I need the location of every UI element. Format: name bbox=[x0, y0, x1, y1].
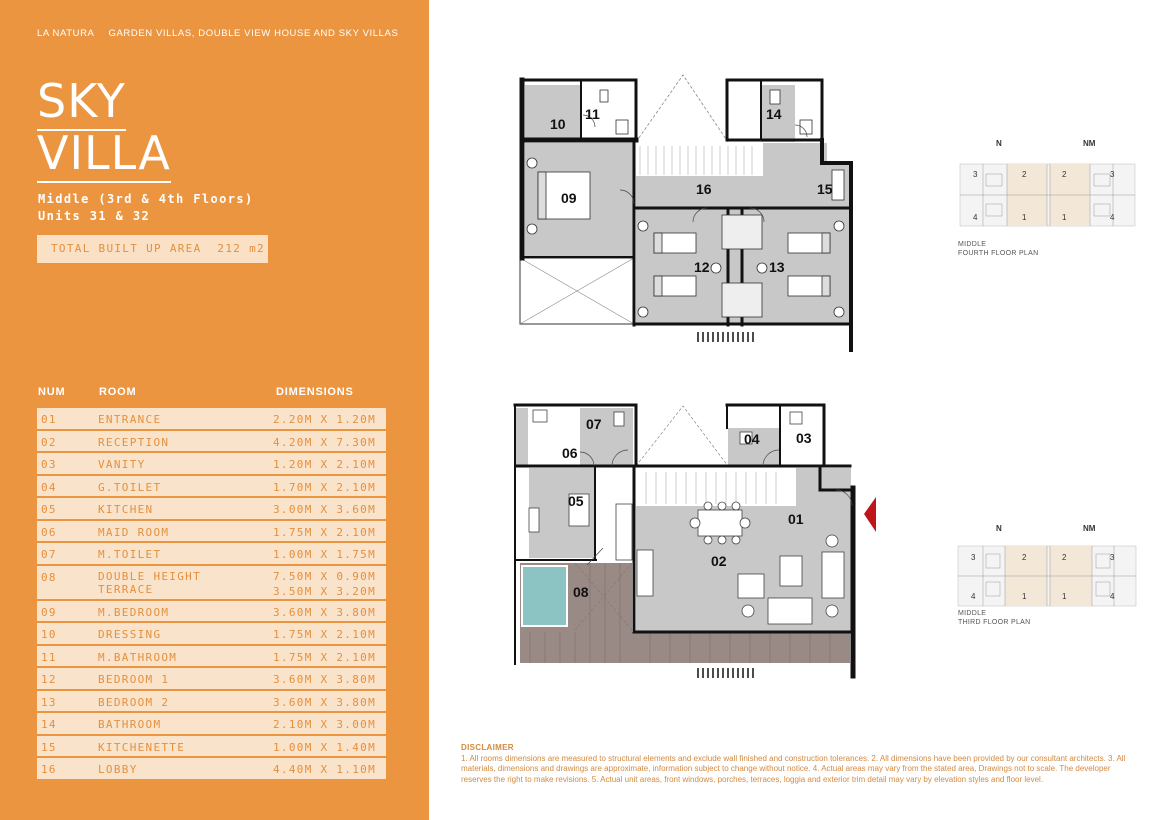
room-label-10: 10 bbox=[550, 116, 566, 132]
row-num: 15 bbox=[41, 740, 57, 754]
third-floor-plan bbox=[510, 396, 880, 686]
table-row bbox=[37, 431, 386, 454]
compass-nm-third: NM bbox=[1083, 524, 1096, 533]
key4-unit-c: 2 bbox=[1062, 170, 1067, 179]
row-dimensions: 1.75M X 2.10M bbox=[273, 650, 376, 664]
row-num: 06 bbox=[41, 525, 57, 539]
row-dimensions: 1.20M X 2.10M bbox=[273, 458, 376, 471]
compass-nm-fourth: NM bbox=[1083, 139, 1096, 148]
table-row bbox=[37, 521, 386, 544]
row-dimensions: 2.10M X 3.00M bbox=[273, 718, 376, 731]
row-dimensions: 4.20M X 7.30M bbox=[273, 435, 376, 449]
key3-unit-a: 3 bbox=[971, 553, 976, 562]
room-label-12: 12 bbox=[694, 259, 710, 275]
area-label: TOTAL BUILT UP AREA bbox=[51, 242, 202, 255]
row-room: MAID ROOM bbox=[98, 525, 170, 539]
row-room: LOBBY bbox=[98, 763, 138, 776]
row-room: M.BATHROOM bbox=[98, 650, 178, 664]
row-room: KITCHEN bbox=[98, 503, 154, 516]
row-room: G.TOILET bbox=[98, 480, 162, 494]
key-label-fourth: MIDDLE FOURTH FLOOR PLAN bbox=[958, 241, 1039, 257]
key3-unit-h: 4 bbox=[1110, 592, 1115, 601]
row-num: 13 bbox=[41, 695, 57, 709]
key4-unit-b: 2 bbox=[1022, 170, 1027, 179]
subtitle-units: Units 31 & 32 bbox=[38, 209, 151, 223]
row-dimensions: 3.60M X 3.80M bbox=[273, 695, 376, 709]
row-num: 01 bbox=[41, 413, 57, 426]
subtitle-floors: Middle (3rd & 4th Floors) bbox=[38, 192, 254, 206]
row-dimensions: 3.60M X 3.80M bbox=[273, 605, 376, 619]
table-row bbox=[37, 476, 386, 499]
row-room: DOUBLE HEIGHT TERRACE bbox=[98, 569, 201, 596]
row-room: ENTRANCE bbox=[98, 413, 162, 426]
area-value: 212 m2 bbox=[217, 242, 265, 255]
compass-n-fourth: N bbox=[996, 139, 1002, 148]
key3-unit-f: 1 bbox=[1022, 592, 1027, 601]
key3-unit-c: 2 bbox=[1062, 553, 1067, 562]
room-table bbox=[37, 408, 386, 781]
row-dimensions: 3.00M X 3.60M bbox=[273, 503, 376, 516]
row-num: 08 bbox=[41, 570, 57, 584]
room-label-14: 14 bbox=[766, 106, 782, 122]
key3-unit-d: 3 bbox=[1110, 553, 1115, 562]
row-room: M.BEDROOM bbox=[98, 605, 170, 619]
room-label-09: 09 bbox=[561, 190, 577, 206]
row-num: 10 bbox=[41, 628, 57, 641]
disclaimer-heading: DISCLAIMER bbox=[461, 743, 514, 752]
row-room: M.TOILET bbox=[98, 548, 162, 561]
row-room: KITCHENETTE bbox=[98, 740, 186, 754]
row-dimensions: 1.00M X 1.75M bbox=[273, 548, 376, 561]
table-row bbox=[37, 713, 386, 736]
table-row bbox=[37, 646, 386, 669]
room-label-01: 01 bbox=[788, 511, 804, 527]
table-row bbox=[37, 601, 386, 624]
row-room: BEDROOM 2 bbox=[98, 695, 170, 709]
disclaimer-text: 1. All rooms dimensions are measured to structural elements and exclude wall finished and construction tolerances. 2. All dimensions have been provided by our consultant architects. 3. All materials, dimensions and drawings are approximate, information subject to change without notice. 4. Actual areas may vary from the stated area, Drawings not to scale. The developer reserves the right to make revisions. 5. Actual unit areas, front windows, porches, terraces, loggia and exterior trim detail may vary by elevation styles and floor level. bbox=[461, 753, 1126, 784]
row-dimensions: 1.75M X 2.10M bbox=[273, 628, 376, 641]
brand-name: LA NATURA bbox=[37, 28, 95, 39]
key3-unit-g: 1 bbox=[1062, 592, 1067, 601]
table-row bbox=[37, 453, 386, 476]
room-label-08: 08 bbox=[573, 584, 589, 600]
key3-unit-e: 4 bbox=[971, 592, 976, 601]
room-label-15: 15 bbox=[817, 181, 833, 197]
room-label-13: 13 bbox=[769, 259, 785, 275]
fourth-floor-plan bbox=[513, 70, 863, 360]
row-num: 12 bbox=[41, 673, 57, 686]
table-row bbox=[37, 736, 386, 759]
key4-unit-g: 1 bbox=[1062, 213, 1067, 222]
table-row bbox=[37, 408, 386, 431]
row-num: 14 bbox=[41, 718, 57, 731]
key4-unit-a: 3 bbox=[973, 170, 978, 179]
key4-unit-d: 3 bbox=[1110, 170, 1115, 179]
row-dimensions: 3.60M X 3.80M bbox=[273, 673, 376, 686]
row-room: RECEPTION bbox=[98, 435, 170, 449]
total-area-box bbox=[37, 235, 268, 263]
col-head-room: ROOM bbox=[99, 386, 137, 398]
key-plan-third bbox=[950, 520, 1140, 610]
row-dimensions: 1.75M X 2.10M bbox=[273, 525, 376, 539]
table-row bbox=[37, 566, 386, 601]
row-dimensions: 1.00M X 1.40M bbox=[273, 740, 376, 754]
room-label-05: 05 bbox=[568, 493, 584, 509]
row-num: 02 bbox=[41, 435, 57, 449]
brand-tagline: GARDEN VILLAS, DOUBLE VIEW HOUSE AND SKY VILLAS bbox=[108, 28, 399, 39]
col-head-num: NUM bbox=[38, 386, 66, 398]
key4-unit-e: 4 bbox=[973, 213, 978, 222]
room-label-03: 03 bbox=[796, 430, 812, 446]
row-dimensions: 4.40M X 1.10M bbox=[273, 763, 376, 776]
title-line-2: VILLA bbox=[37, 128, 171, 178]
room-label-16: 16 bbox=[696, 181, 712, 197]
room-label-11: 11 bbox=[585, 106, 600, 122]
key3-unit-b: 2 bbox=[1022, 553, 1027, 562]
disclaimer bbox=[461, 743, 1139, 785]
col-head-dimensions: DIMENSIONS bbox=[276, 386, 354, 398]
table-row bbox=[37, 758, 386, 781]
row-dimensions: 2.20M X 1.20M bbox=[273, 413, 376, 426]
row-room: BATHROOM bbox=[98, 718, 162, 731]
row-num: 09 bbox=[41, 605, 57, 619]
table-row bbox=[37, 623, 386, 646]
row-num: 05 bbox=[41, 503, 57, 516]
table-row bbox=[37, 498, 386, 521]
row-room: DRESSING bbox=[98, 628, 162, 641]
key-label-third: MIDDLE THIRD FLOOR PLAN bbox=[958, 610, 1031, 626]
row-num: 03 bbox=[41, 458, 57, 471]
row-num: 11 bbox=[41, 650, 57, 664]
key4-unit-f: 1 bbox=[1022, 213, 1027, 222]
compass-n-third: N bbox=[996, 524, 1002, 533]
key-plan-fourth bbox=[950, 134, 1140, 234]
entrance-arrow-icon bbox=[864, 497, 876, 532]
table-row bbox=[37, 668, 386, 691]
row-room: VANITY bbox=[98, 458, 146, 471]
room-label-06: 06 bbox=[562, 445, 578, 461]
row-dimensions: 7.50M X 0.90M 3.50M X 3.20M bbox=[273, 569, 376, 598]
room-label-02: 02 bbox=[711, 553, 727, 569]
info-panel bbox=[0, 0, 429, 820]
title-line-1: SKY bbox=[37, 76, 126, 126]
room-label-04: 04 bbox=[744, 431, 760, 447]
row-dimensions: 1.70M X 2.10M bbox=[273, 480, 376, 494]
table-row bbox=[37, 543, 386, 566]
row-num: 16 bbox=[41, 763, 57, 776]
row-num: 04 bbox=[41, 480, 57, 494]
key4-unit-h: 4 bbox=[1110, 213, 1115, 222]
row-room: BEDROOM 1 bbox=[98, 673, 170, 686]
table-row bbox=[37, 691, 386, 714]
row-num: 07 bbox=[41, 548, 57, 561]
room-label-07: 07 bbox=[586, 416, 602, 432]
header bbox=[37, 28, 398, 39]
